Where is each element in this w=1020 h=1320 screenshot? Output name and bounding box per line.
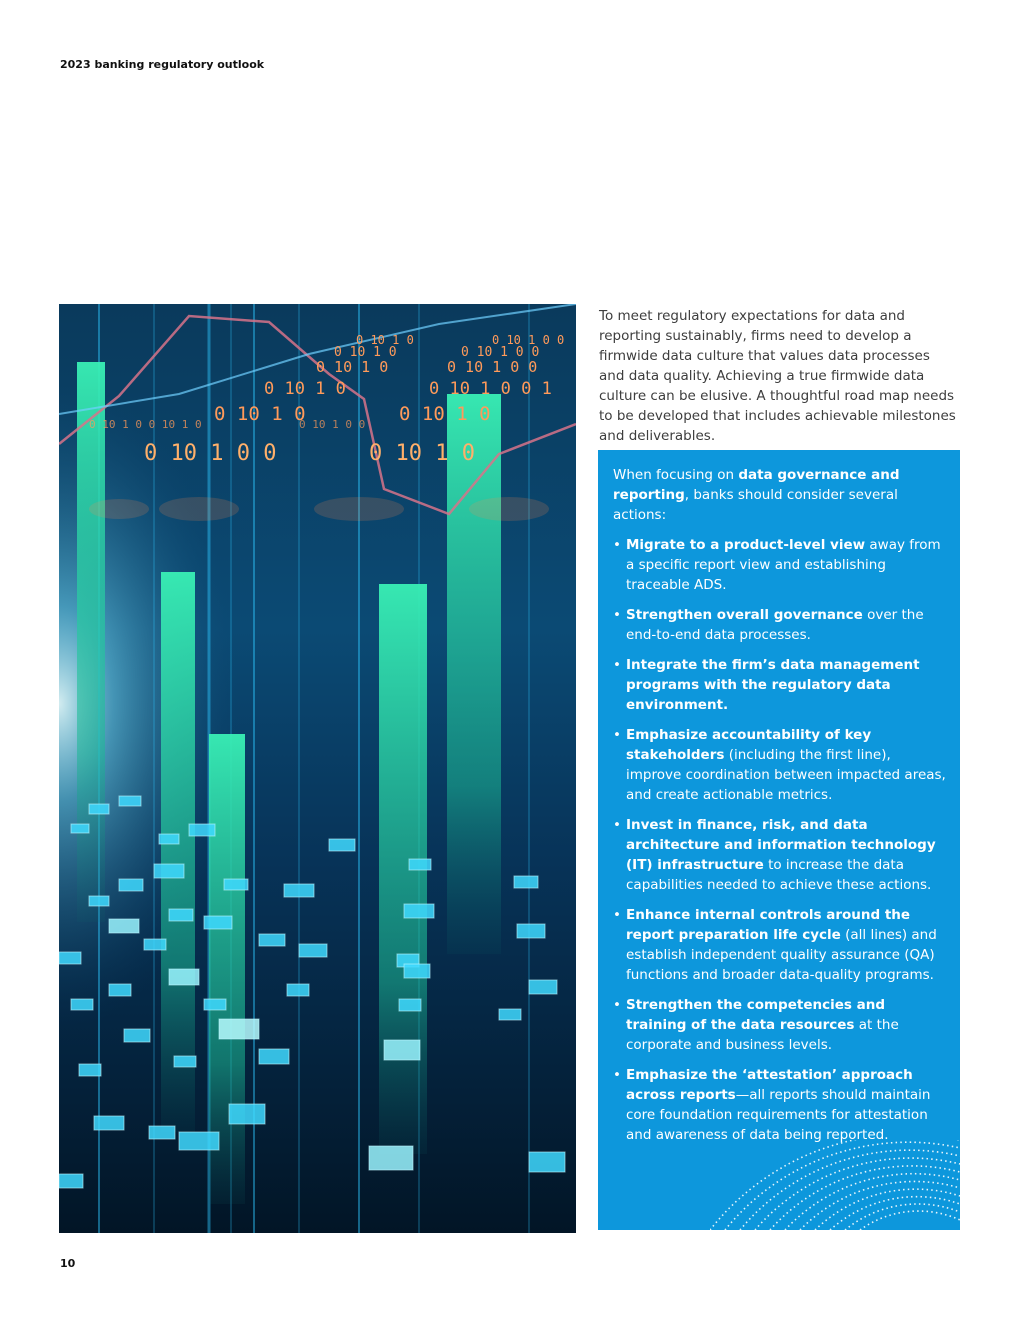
svg-text:0 10 1 0 0: 0 10 1 0 0 bbox=[299, 418, 366, 431]
svg-text:0 10 1 0: 0 10 1 0 bbox=[214, 403, 306, 425]
governance-actions-list bbox=[613, 535, 946, 1145]
intro-paragraph: To meet regulatory expectations for data and reporting sustainably, firms need to develop a firmwide data culture that values data processes and data quality. Achieving a true firmwide data culture can be elusive. A thoughtful road map needs to be developed that includes achievable milestones and deliverables. bbox=[599, 308, 956, 444]
bullet-icon: • bbox=[613, 817, 621, 833]
svg-text:0 10 1 0: 0 10 1 0 bbox=[316, 358, 389, 376]
bullet-icon: • bbox=[613, 607, 621, 623]
list-item: • Strengthen overall governance over the end-to-end data processes. bbox=[613, 607, 924, 643]
svg-text:0 10 1 0: 0 10 1 0 bbox=[369, 441, 475, 466]
list-item: • Invest in finance, risk, and data architecture and information technology (IT) infrastructure to increase the data capabilities needed to achieve these actions. bbox=[613, 817, 936, 893]
bullet-icon: • bbox=[613, 907, 621, 923]
svg-text:0 10 1 0: 0 10 1 0 bbox=[356, 333, 414, 347]
list-item: • Enhance internal controls around the report preparation life cycle (all lines) and establish independent quality assurance (QA) functions and broader data-quality programs. bbox=[613, 907, 937, 983]
svg-text:0 10 1 0 0: 0 10 1 0 0 bbox=[492, 333, 565, 347]
data-governance-callout-box bbox=[598, 450, 960, 1230]
svg-text:0 10 1 0 0 1: 0 10 1 0 0 1 bbox=[429, 379, 552, 399]
list-item: • Emphasize accountability of key stakeholders (including the first line), improve coordination between impacted areas, and create actionable metrics. bbox=[613, 727, 946, 803]
hero-illustration bbox=[59, 304, 576, 1233]
bullet-icon: • bbox=[613, 657, 621, 673]
list-item: • Strengthen the competencies and training of the data resources at the corporate and business levels. bbox=[613, 997, 899, 1053]
bullet-icon: • bbox=[613, 537, 621, 553]
list-item: • Emphasize the ‘attestation’ approach across reports—all reports should maintain core foundation requirements for attestation and awareness of data being reported. bbox=[613, 1067, 931, 1143]
svg-text:0 10 1 0: 0 10 1 0 bbox=[334, 345, 397, 360]
dotted-arc-decoration bbox=[710, 1140, 960, 1230]
svg-text:0 10 1 0: 0 10 1 0 bbox=[264, 379, 346, 399]
svg-text:0 10 1 0 0: 0 10 1 0 0 bbox=[144, 441, 277, 466]
svg-text:0 10 1 0 0: 0 10 1 0 0 bbox=[461, 345, 540, 360]
bullet-icon: • bbox=[613, 727, 621, 743]
bullet-icon: • bbox=[613, 997, 621, 1013]
svg-text:0 10 1 0 0: 0 10 1 0 0 bbox=[447, 358, 538, 376]
bullet-icon: • bbox=[613, 1067, 621, 1083]
document-running-header: 2023 banking regulatory outlook bbox=[60, 58, 265, 71]
svg-text:0 10 1 0 0 10 1 0: 0 10 1 0 0 10 1 0 bbox=[89, 418, 202, 431]
callout-intro-text: When focusing on data governance and reporting, banks should consider several actions: bbox=[613, 467, 900, 523]
list-item: • Integrate the firm’s data management programs with the regulatory data environment. bbox=[613, 657, 920, 713]
svg-text:0 10 1 0: 0 10 1 0 bbox=[399, 403, 491, 425]
page-number: 10 bbox=[60, 1257, 76, 1270]
list-item: • Migrate to a product-level view away from a specific report view and establishing traceable ADS. bbox=[613, 537, 941, 593]
data-analytics-hero-image bbox=[59, 304, 576, 1233]
